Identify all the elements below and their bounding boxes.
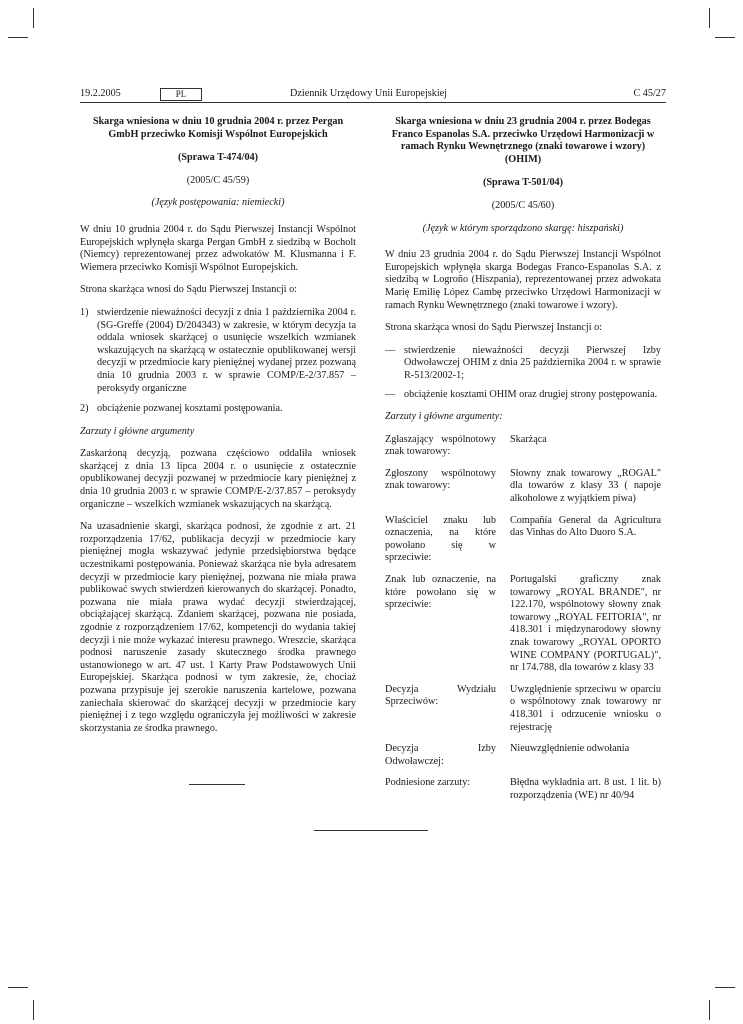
table-row xyxy=(385,777,661,811)
list-item xyxy=(385,345,661,383)
notice-title: Skarga wniesiona w dniu 23 grudnia 2004 r. przez Bodegas Franco Espanolas S.A. przeciwko Urzędowi Harmonizacji w ramach Rynku Wewnętrznego (znaki towarowe i wzory) (OHIM) xyxy=(391,116,655,165)
table-row xyxy=(385,684,661,743)
crop-mark xyxy=(715,987,735,988)
list-item xyxy=(80,403,356,416)
table-key: Podniesione zarzuty: xyxy=(385,777,471,789)
case-number: (Sprawa T-501/04) xyxy=(482,177,564,189)
table-key: Decyzja Wydziału Sprzeciwów: xyxy=(385,683,496,708)
dash-marker: — xyxy=(385,344,396,356)
list-number: 2) xyxy=(80,403,89,415)
crop-mark xyxy=(715,37,735,38)
table-value: Słowny znak towarowy „ROGAL" dla towarów z klasy 33 ( napoje alkoholowe z wyjątkiem piwa) xyxy=(510,467,661,505)
table-key: Zgłaszający wspólnotowy znak towarowy: xyxy=(385,433,496,458)
crop-mark xyxy=(709,1000,710,1020)
table-row xyxy=(385,515,661,574)
table-key: Znak lub oznaczenie, na które powołano się w sprzeciwie: xyxy=(385,574,496,611)
table-value: Compañía General da Agricultura das Vinhas do Alto Duoro S.A. xyxy=(510,514,661,539)
language-of-case: (Język w którym sporządzono skargę: hiszpański) xyxy=(422,222,624,234)
list-item xyxy=(80,307,356,395)
table-row xyxy=(385,434,661,468)
dash-marker: — xyxy=(385,388,396,400)
left-column xyxy=(80,116,356,745)
list-item-text: stwierdzenie nieważności decyzji z dnia 1 października 2004 r. (SG-Greffe (2004) D/204343) w zakresie, w którym decyzja ta oddala wniosek skarżącej o usunięcie wszelkich wzmianek wskazujących na skarżącą w ostatecznie opublikowanej wersji decyzji w przedmiocie kary pieniężnej wydanej przez pozwaną dnia 10 grudnia 2003 r. w sprawie COMP/E-2/37.857 – peroksydy organiczne xyxy=(97,306,356,394)
crop-mark xyxy=(8,987,28,988)
pleas-heading: Zarzuty i główne argumenty xyxy=(80,425,195,437)
pleas-table xyxy=(385,434,661,812)
end-rule xyxy=(314,830,428,831)
table-value: Nieuwzględnienie odwołania xyxy=(510,743,630,755)
claims-list xyxy=(385,345,661,401)
notice-title: Skarga wniesiona w dniu 10 grudnia 2004 r. przez Pergan GmbH przeciwko Komisji Wspólnot Europejskich xyxy=(92,116,344,140)
publication-date: 19.2.2005 xyxy=(80,88,121,99)
claims-intro: Strona skarżąca wnosi do Sądu Pierwszej Instancji o: xyxy=(385,322,602,334)
list-item-text: obciążenie pozwanej kosztami postępowania. xyxy=(97,403,283,415)
language-badge: PL xyxy=(160,88,202,101)
table-row xyxy=(385,468,661,515)
right-column xyxy=(385,116,661,812)
list-item-text: stwierdzenie nieważności decyzji Pierwszej Izby Odwoławczej OHIM z dnia 25 października 2004 r. w sprawie R-513/2002-1; xyxy=(404,344,661,381)
pleas-paragraph: Zaskarżoną decyzją, pozwana częściowo oddaliła wniosek skarżącej z dnia 13 lipca 2004 r. o usunięcie z ostatecznie opublikowanej decyzji pozwanej w przedmiocie kary pieniężnej z dnia 10 grudnia 2003 r. w sprawie COMP/E-2/37.857 – peroksydy organiczne – wszelkich wzmianek wskazujących na skarżącą. xyxy=(80,448,356,510)
language-of-case: (Język postępowania: niemiecki) xyxy=(151,197,285,209)
oj-reference: (2005/C 45/59) xyxy=(186,174,250,186)
crop-mark xyxy=(33,1000,34,1020)
table-value: Portugalski graficzny znak towarowy „ROYAL BRANDE", nr 122.170, wspólnotowy słowny znak towarowy „ROYAL FEITORIA", nr 418.301 i międzynarodowy słowny znak towarowy „ROYAL OPORTO WINE COMPANY (PORTUGAL)", nr 174.788, dla towarów z klasy 33 xyxy=(510,574,661,674)
table-value: Błędna wykładnia art. 8 ust. 1 lit. b) rozporządzenia (WE) nr 40/94 xyxy=(510,777,661,801)
list-item-text: obciążenie kosztami OHIM oraz drugiej strony postępowania. xyxy=(404,388,658,400)
oj-reference: (2005/C 45/60) xyxy=(491,199,555,211)
table-value: Skarżąca xyxy=(510,433,547,445)
end-rule xyxy=(189,784,245,785)
table-row xyxy=(385,743,661,777)
case-number: (Sprawa T-474/04) xyxy=(177,152,259,164)
table-key: Decyzja Izby Odwoławczej: xyxy=(385,743,496,767)
crop-mark xyxy=(33,8,34,28)
running-header xyxy=(80,88,666,102)
list-number: 1) xyxy=(80,306,89,318)
table-row xyxy=(385,574,661,684)
pleas-paragraph: Na uzasadnienie skargi, skarżąca podnosi, że zgodnie z art. 21 rozporządzenia 17/62, publikacja decyzji w przedmiocie kary pieniężnej mogła wskazywać jedynie przedsiębiorstwa będące uczestnikami postępowania. Ponieważ skarżąca nie była adresatem decyzji w przedmiocie kary pieniężnej, pozwana nie miała prawa publikować swych stwierdzeń kierowanych do skarżącej. Ponadto, pozwana nie miała prawa wydać decyzji stwierdzającej, obciążającej skarżącą. Zdaniem skarżącej, pozwana nie posiada, zgodnie z rozporządzeniem 17/62, kompetencji do wydania takiej decyzji i nie może wykazać interesu prawnego. Wreszcie, skarżąca podnosi naruszenie zasady skutecznego środka prawnego ustanowionego w art. 47 ust. 1 Karty Praw Podstawowych Unii Europejskiej. Skarżąca podnosi w tym zakresie, że, chociaż pozwana przypisuje jej szerokie naruszenia kartelowe, pozwana zaniechała skierować do skarżącej decyzji w przedmiocie kary pieniężnej i z tego względu ograniczyła jej możliwości w zakresie skorzystania ze środka prawnego. xyxy=(80,521,356,734)
pleas-heading: Zarzuty i główne argumenty: xyxy=(385,411,503,423)
claims-list xyxy=(80,307,356,416)
table-value: Uwzględnienie sprzeciwu w oparciu o wspólnotowy znak towarowy nr 418.301 i odrzucenie wniosku o rejestrację xyxy=(510,683,661,733)
page-reference: C 45/27 xyxy=(633,88,666,99)
crop-mark xyxy=(709,8,710,28)
journal-title: Dziennik Urzędowy Unii Europejskiej xyxy=(290,88,448,99)
claims-intro: Strona skarżąca wnosi do Sądu Pierwszej Instancji o: xyxy=(80,284,297,296)
intro-paragraph: W dniu 10 grudnia 2004 r. do Sądu Pierwszej Instancji Wspólnot Europejskich wpłynęła skarga Pergan GmbH z siedzibą w Bocholt (Niemcy) reprezentowanej przez adwokatów M. Klusmanna i F. Wiemera przeciwko Komisji Wspólnot Europejskich. xyxy=(80,223,356,273)
list-item xyxy=(385,389,661,402)
table-key: Zgłoszony wspólnotowy znak towarowy: xyxy=(385,467,496,492)
intro-paragraph: W dniu 23 grudnia 2004 r. do Sądu Pierwszej Instancji Wspólnot Europejskich wpłynęła skarga Bodegas Franco-Espanolas S.A. z siedzibą w Logroño (Hiszpania), reprezentowanej przez adwokata Marię Emilię López Cambę przeciwko Urzędowi Harmonizacji w ramach Rynku Wewnętrznego (znaki towarowe i wzory). xyxy=(385,249,661,311)
crop-mark xyxy=(8,37,28,38)
header-rule xyxy=(80,102,666,103)
table-key: Właściciel znaku lub oznaczenia, na które powołano się w sprzeciwie: xyxy=(385,514,496,564)
